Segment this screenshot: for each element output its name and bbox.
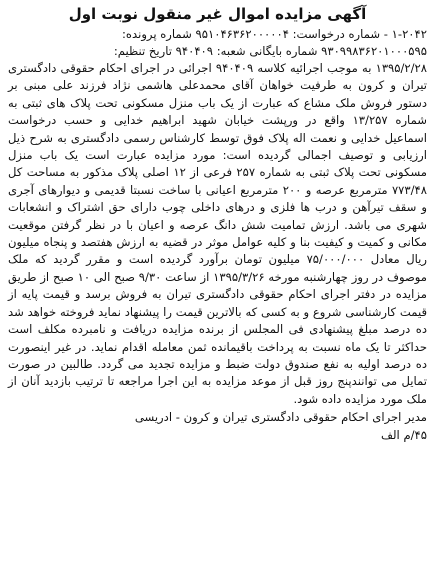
notice-body: ۱۳۹۵/۲/۲۸ به موجب اجرائیه کلاسه ۹۴۰۴۰۹ اجرائی در اجرای احکام حقوقی دادگستری تیران و کرون به طرفیت خواهان آقای محمدعلی هاشمی نژاد فرزند علی مبنی بر دستور فروش ملک مشاع که عبارت از یک باب منزل مسکونی تحت پلاک های ثبتی به شماره ۱۳/۲۵۷ واقع در ورپشت خیابان شهید ابراهیم خدایی و حسب درخواست اسماعیل خدایی و نعمت اله پلاک فوق توسط کارشناس رسمی دادگستری به شرح ذیل ارزیابی و توصیف اجمالی گردیده است: مورد مزایده عبارت است یک باب منزل مسکونی تحت پلاک ثبتی به شماره ۲۵۷ فرعی از ۱۲ اصلی پلاک مذکور به مساحت کل ۷۷۳/۴۸ مترمربع عرصه و ۲۰۰ مترمربع اعیانی با ساخت نسبتا قدیمی و دیوارهای آجری و سقف تیرآهن و درب ها فلزی و درهای داخلی چوب دارای حق اشتراک و انشعابات شهری می باشد. ارزش تمامیت شش دانگ عرصه و اعیان با در نظر گرفتن موقعیت مکانی و کمیت و کیفیت بنا و کلیه عوامل موثر در قضیه به ارزش هفتصد و پنجاه میلیون ریال معادل ۷۵/۰۰۰/۰۰۰ میلیون تومان برآورد گردیده است و مقرر گردید که ملک موصوف در روز چهارشنبه مورخه ۱۳۹۵/۳/۲۶ از ساعت ۹/۳۰ صبح الی ۱۰ صبح از طریق مزایده در دفتر اجرای احکام حقوقی دادگستری تیران به فروش برسد و قیمت پایه از قیمت کارشناسی شروع و به کسی که بالاترین قیمت را پیشنهاد نماید فروخته خواهد شد ده درصد مبلغ پیشنهادی فی المجلس از برنده مزایده دریافت و نامبرده مکلف است حداکثر تا یک ماه نسبت به پرداخت باقیمانده ثمن معامله اقدام نماید. در غیر اینصورت ده درصد اولیه به نفع صندوق دولت ضبط و مزایده تجدید می گردد. طالبین در صورت تمایل می توانندپنج روز قبل از موعد مزایده به این اجرا مراجعه تا ترتیب بازدید آنان از ملک مورد مزایده داده شود. <box>8 61 427 406</box>
notice-code: ۴۵/م الف <box>381 427 427 442</box>
signer-line: مدیر اجرای احکام حقوقی دادگستری تیران و کرون - ادریسی <box>134 410 427 425</box>
archive-number-line: ۹۳۰۹۹۸۳۶۲۰۱۰۰۰۵۹۵ شماره بایگانی شعبه: ۹۴۰۴۰۹ تاریخ تنظیم: <box>113 44 427 58</box>
notice-title: آگهی مزایده اموال غیر منقول نوبت اول <box>68 5 367 23</box>
request-number-line: ۱-۲۰۴۲ - شماره درخواست: ۹۵۱۰۴۶۳۶۲۰۰۰۰۰۴ شماره پرونده: <box>122 27 427 41</box>
